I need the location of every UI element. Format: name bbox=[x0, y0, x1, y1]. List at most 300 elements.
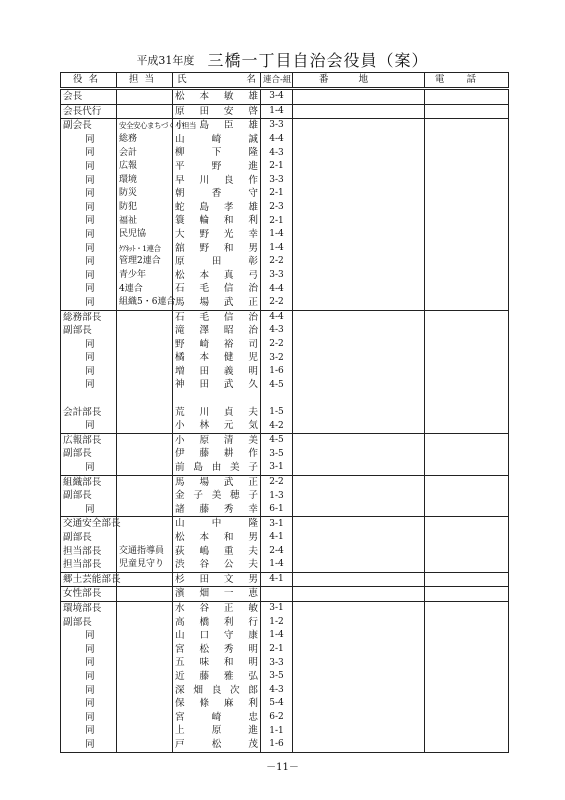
phone-cell bbox=[425, 174, 509, 188]
address-cell: 2-1 bbox=[261, 643, 293, 657]
phone-cell bbox=[425, 365, 509, 379]
banchi-cell bbox=[293, 119, 425, 133]
name-cell: 高橋利行 bbox=[173, 616, 261, 630]
duty-cell bbox=[117, 503, 173, 517]
address-cell: 2-2 bbox=[261, 475, 293, 489]
role-cell: 同 bbox=[61, 269, 117, 283]
phone-cell bbox=[425, 406, 509, 420]
table-row bbox=[61, 255, 509, 269]
table-row bbox=[61, 531, 509, 545]
table-row bbox=[61, 324, 509, 338]
phone-cell bbox=[425, 531, 509, 545]
phone-cell bbox=[425, 201, 509, 215]
duty-cell bbox=[117, 447, 173, 461]
banchi-cell bbox=[293, 670, 425, 684]
phone-cell bbox=[425, 503, 509, 517]
duty-cell bbox=[117, 587, 173, 602]
banchi-cell bbox=[293, 324, 425, 338]
role-cell: 同 bbox=[61, 419, 117, 433]
role-cell: 同 bbox=[61, 187, 117, 201]
address-cell: 2-2 bbox=[261, 255, 293, 269]
address-cell: 1-4 bbox=[261, 228, 293, 242]
banchi-cell bbox=[293, 684, 425, 698]
duty-cell bbox=[117, 616, 173, 630]
banchi-cell bbox=[293, 697, 425, 711]
role-cell: 同 bbox=[61, 160, 117, 174]
phone-cell bbox=[425, 656, 509, 670]
table-row bbox=[61, 119, 509, 133]
name-cell: 近藤雅弘 bbox=[173, 670, 261, 684]
address-cell: 1-2 bbox=[261, 616, 293, 630]
address-cell: 3-4 bbox=[261, 89, 293, 105]
table-row bbox=[61, 447, 509, 461]
role-cell: 会長 bbox=[61, 89, 117, 105]
banchi-cell bbox=[293, 545, 425, 559]
name-cell: 山中隆 bbox=[173, 517, 261, 531]
banchi-cell bbox=[293, 656, 425, 670]
phone-cell bbox=[425, 392, 509, 406]
table-row bbox=[61, 587, 509, 602]
address-cell: 3-1 bbox=[261, 517, 293, 531]
address-cell: 4-1 bbox=[261, 531, 293, 545]
table-row bbox=[61, 629, 509, 643]
phone-cell bbox=[425, 89, 509, 105]
banchi-cell bbox=[293, 406, 425, 420]
table-row bbox=[61, 670, 509, 684]
page-number: －11－ bbox=[266, 762, 299, 773]
name-cell: 神田武久 bbox=[173, 378, 261, 392]
duty-cell bbox=[117, 365, 173, 379]
role-cell: 同 bbox=[61, 338, 117, 352]
duty-cell: 会計 bbox=[117, 146, 173, 160]
table-row bbox=[61, 282, 509, 296]
phone-cell bbox=[425, 670, 509, 684]
name-cell: 松本敏雄 bbox=[173, 89, 261, 105]
name-cell: 諸藤秀幸 bbox=[173, 503, 261, 517]
role-cell: 組織部長 bbox=[61, 475, 117, 489]
name-cell: 馬場武正 bbox=[173, 296, 261, 310]
name-cell: 山崎誠 bbox=[173, 133, 261, 147]
table-row bbox=[61, 724, 509, 738]
name-cell: 杉田文男 bbox=[173, 572, 261, 587]
banchi-cell bbox=[293, 214, 425, 228]
banchi-cell bbox=[293, 447, 425, 461]
name-cell: 平野進 bbox=[173, 160, 261, 174]
role-cell: 同 bbox=[61, 255, 117, 269]
role-cell: 同 bbox=[61, 643, 117, 657]
table-row bbox=[61, 269, 509, 283]
phone-cell bbox=[425, 269, 509, 283]
phone-cell bbox=[425, 697, 509, 711]
header-address: 連合-組 bbox=[261, 73, 293, 89]
phone-cell bbox=[425, 378, 509, 392]
name-cell: 橘本健児 bbox=[173, 351, 261, 365]
duty-cell: 管理2連合 bbox=[117, 255, 173, 269]
address-cell: 4-2 bbox=[261, 419, 293, 433]
name-cell: 水谷正敏 bbox=[173, 601, 261, 615]
role-cell: 広報部長 bbox=[61, 433, 117, 447]
banchi-cell bbox=[293, 517, 425, 531]
name-cell: 松本真弓 bbox=[173, 269, 261, 283]
phone-cell bbox=[425, 616, 509, 630]
address-cell bbox=[261, 392, 293, 406]
table-row bbox=[61, 643, 509, 657]
duty-cell bbox=[117, 89, 173, 105]
name-cell: 宮崎忠 bbox=[173, 711, 261, 725]
name-cell: 柳下隆 bbox=[173, 146, 261, 160]
banchi-cell bbox=[293, 242, 425, 256]
phone-cell bbox=[425, 214, 509, 228]
banchi-cell bbox=[293, 587, 425, 602]
banchi-cell bbox=[293, 310, 425, 324]
role-cell: 同 bbox=[61, 738, 117, 752]
phone-cell bbox=[425, 587, 509, 602]
address-cell: 4-4 bbox=[261, 133, 293, 147]
table-row bbox=[61, 558, 509, 572]
phone-cell bbox=[425, 351, 509, 365]
table-row bbox=[61, 545, 509, 559]
name-cell: 五味和明 bbox=[173, 656, 261, 670]
phone-cell bbox=[425, 684, 509, 698]
banchi-cell bbox=[293, 711, 425, 725]
role-cell: 同 bbox=[61, 378, 117, 392]
duty-cell: 交通指導員 bbox=[117, 545, 173, 559]
table-row bbox=[61, 616, 509, 630]
address-cell: 4-3 bbox=[261, 684, 293, 698]
table-row bbox=[61, 656, 509, 670]
banchi-cell bbox=[293, 461, 425, 475]
banchi-cell bbox=[293, 146, 425, 160]
role-cell: 同 bbox=[61, 201, 117, 215]
address-cell bbox=[261, 587, 293, 602]
name-cell: 小島臣雄 bbox=[173, 119, 261, 133]
role-cell: 環境部長 bbox=[61, 601, 117, 615]
table-row bbox=[61, 684, 509, 698]
table-row bbox=[61, 601, 509, 615]
table-row bbox=[61, 711, 509, 725]
banchi-cell bbox=[293, 282, 425, 296]
address-cell: 1-4 bbox=[261, 558, 293, 572]
duty-cell: 広報 bbox=[117, 160, 173, 174]
address-cell: 3-3 bbox=[261, 656, 293, 670]
duty-cell: 児童見守り bbox=[117, 558, 173, 572]
address-cell: 4-5 bbox=[261, 433, 293, 447]
address-cell: 2-1 bbox=[261, 214, 293, 228]
name-cell: 山口守康 bbox=[173, 629, 261, 643]
name-cell: 保條麻利 bbox=[173, 697, 261, 711]
table-row bbox=[61, 365, 509, 379]
address-cell: 6-2 bbox=[261, 711, 293, 725]
role-cell: 同 bbox=[61, 146, 117, 160]
duty-cell bbox=[117, 517, 173, 531]
phone-cell bbox=[425, 419, 509, 433]
table-row bbox=[61, 174, 509, 188]
phone-cell bbox=[425, 572, 509, 587]
role-cell: 同 bbox=[61, 351, 117, 365]
duty-cell: 福祉 bbox=[117, 214, 173, 228]
phone-cell bbox=[425, 545, 509, 559]
banchi-cell bbox=[293, 351, 425, 365]
name-cell: 渋谷公夫 bbox=[173, 558, 261, 572]
role-cell: 同 bbox=[61, 296, 117, 310]
duty-cell bbox=[117, 433, 173, 447]
name-cell: 荻嶋重夫 bbox=[173, 545, 261, 559]
role-cell: 副部長 bbox=[61, 324, 117, 338]
role-cell: 同 bbox=[61, 697, 117, 711]
table-body bbox=[61, 89, 509, 753]
table-row bbox=[61, 160, 509, 174]
phone-cell bbox=[425, 310, 509, 324]
phone-cell bbox=[425, 447, 509, 461]
banchi-cell bbox=[293, 392, 425, 406]
name-cell: 戸松茂 bbox=[173, 738, 261, 752]
address-cell: 2-1 bbox=[261, 160, 293, 174]
duty-cell: 安全安心まちづくり担当 bbox=[117, 119, 173, 133]
table-row bbox=[61, 392, 509, 406]
name-cell: 舘野和男 bbox=[173, 242, 261, 256]
address-cell: 2-1 bbox=[261, 187, 293, 201]
address-cell: 3-5 bbox=[261, 670, 293, 684]
role-cell: 同 bbox=[61, 724, 117, 738]
duty-cell bbox=[117, 684, 173, 698]
duty-cell: 環境 bbox=[117, 174, 173, 188]
header-name-left: 氏 bbox=[177, 74, 187, 86]
banchi-cell bbox=[293, 269, 425, 283]
banchi-cell bbox=[293, 531, 425, 545]
banchi-cell bbox=[293, 433, 425, 447]
table-row bbox=[61, 738, 509, 752]
duty-cell bbox=[117, 724, 173, 738]
phone-cell bbox=[425, 255, 509, 269]
address-cell: 3-3 bbox=[261, 269, 293, 283]
phone-cell bbox=[425, 724, 509, 738]
table-row bbox=[61, 433, 509, 447]
duty-cell: 民児協 bbox=[117, 228, 173, 242]
table-row bbox=[61, 310, 509, 324]
address-cell: 4-4 bbox=[261, 310, 293, 324]
duty-cell: 4連合 bbox=[117, 282, 173, 296]
duty-cell bbox=[117, 461, 173, 475]
banchi-cell bbox=[293, 558, 425, 572]
duty-cell: 組織5・6連合 bbox=[117, 296, 173, 310]
address-cell: 1-3 bbox=[261, 489, 293, 503]
role-cell: 担当部長 bbox=[61, 545, 117, 559]
phone-cell bbox=[425, 489, 509, 503]
address-cell: 1-5 bbox=[261, 406, 293, 420]
banchi-cell bbox=[293, 601, 425, 615]
name-cell: 簑輪和利 bbox=[173, 214, 261, 228]
phone-cell bbox=[425, 104, 509, 119]
duty-cell bbox=[117, 531, 173, 545]
phone-cell bbox=[425, 133, 509, 147]
name-cell: 原田彰 bbox=[173, 255, 261, 269]
name-cell: 大野光幸 bbox=[173, 228, 261, 242]
role-cell: 同 bbox=[61, 503, 117, 517]
table-row bbox=[61, 419, 509, 433]
phone-cell bbox=[425, 187, 509, 201]
phone-cell bbox=[425, 228, 509, 242]
name-cell: 荒川貞夫 bbox=[173, 406, 261, 420]
banchi-cell bbox=[293, 89, 425, 105]
table-row bbox=[61, 461, 509, 475]
address-cell: 1-1 bbox=[261, 724, 293, 738]
name-cell: 原田安啓 bbox=[173, 104, 261, 119]
role-cell: 同 bbox=[61, 656, 117, 670]
table-row bbox=[61, 201, 509, 215]
duty-cell: 防災 bbox=[117, 187, 173, 201]
role-cell: 同 bbox=[61, 365, 117, 379]
header-duty: 担当 bbox=[117, 73, 173, 89]
role-cell: 同 bbox=[61, 684, 117, 698]
duty-cell bbox=[117, 392, 173, 406]
phone-cell bbox=[425, 517, 509, 531]
banchi-cell bbox=[293, 503, 425, 517]
name-cell: 馬場武正 bbox=[173, 475, 261, 489]
phone-cell bbox=[425, 282, 509, 296]
banchi-cell bbox=[293, 365, 425, 379]
banchi-cell bbox=[293, 643, 425, 657]
table-row bbox=[61, 503, 509, 517]
address-cell: 4-4 bbox=[261, 282, 293, 296]
duty-cell bbox=[117, 310, 173, 324]
table-header-row bbox=[61, 73, 509, 89]
banchi-cell bbox=[293, 174, 425, 188]
duty-cell bbox=[117, 738, 173, 752]
address-cell: 3-3 bbox=[261, 119, 293, 133]
banchi-cell bbox=[293, 738, 425, 752]
role-cell: 同 bbox=[61, 174, 117, 188]
header-role: 役名 bbox=[61, 73, 117, 89]
role-cell: 同 bbox=[61, 629, 117, 643]
name-cell: 石毛信治 bbox=[173, 282, 261, 296]
table-row bbox=[61, 517, 509, 531]
role-cell: 会長代行 bbox=[61, 104, 117, 119]
phone-cell bbox=[425, 629, 509, 643]
role-cell: 副部長 bbox=[61, 489, 117, 503]
name-cell: 松本和男 bbox=[173, 531, 261, 545]
name-cell: 朝香守 bbox=[173, 187, 261, 201]
banchi-cell bbox=[293, 489, 425, 503]
role-cell: 交通安全部長 bbox=[61, 517, 117, 531]
role-cell: 郷土芸能部長 bbox=[61, 572, 117, 587]
phone-cell bbox=[425, 160, 509, 174]
name-cell: 深畑良次郎 bbox=[173, 684, 261, 698]
table-row bbox=[61, 489, 509, 503]
document-title: 三橋一丁目自治会役員（案） bbox=[207, 51, 429, 70]
banchi-cell bbox=[293, 378, 425, 392]
address-cell: 4-3 bbox=[261, 146, 293, 160]
page-title bbox=[0, 48, 565, 71]
role-cell: 同 bbox=[61, 214, 117, 228]
duty-cell bbox=[117, 378, 173, 392]
name-cell: 小林元気 bbox=[173, 419, 261, 433]
duty-cell bbox=[117, 643, 173, 657]
duty-cell bbox=[117, 656, 173, 670]
banchi-cell bbox=[293, 160, 425, 174]
duty-cell bbox=[117, 104, 173, 119]
table-row bbox=[61, 133, 509, 147]
role-cell: 副部長 bbox=[61, 616, 117, 630]
duty-cell bbox=[117, 475, 173, 489]
name-cell: 増田義明 bbox=[173, 365, 261, 379]
fiscal-year: 平成31年度 bbox=[136, 54, 195, 67]
phone-cell bbox=[425, 296, 509, 310]
table-row bbox=[61, 697, 509, 711]
header-name bbox=[173, 73, 261, 89]
duty-cell bbox=[117, 670, 173, 684]
duty-cell bbox=[117, 601, 173, 615]
name-cell: 蛇島孝雄 bbox=[173, 201, 261, 215]
address-cell: 2-4 bbox=[261, 545, 293, 559]
banchi-cell bbox=[293, 475, 425, 489]
address-cell: 4-3 bbox=[261, 324, 293, 338]
role-cell: 同 bbox=[61, 670, 117, 684]
address-cell: 1-6 bbox=[261, 365, 293, 379]
table-row bbox=[61, 228, 509, 242]
phone-cell bbox=[425, 461, 509, 475]
phone-cell bbox=[425, 711, 509, 725]
name-cell: 小原清美 bbox=[173, 433, 261, 447]
address-cell: 3-2 bbox=[261, 351, 293, 365]
address-cell: 3-1 bbox=[261, 461, 293, 475]
table-row bbox=[61, 89, 509, 105]
role-cell: 副部長 bbox=[61, 447, 117, 461]
duty-cell bbox=[117, 338, 173, 352]
duty-cell bbox=[117, 629, 173, 643]
header-phone: 電話 bbox=[425, 73, 509, 89]
banchi-cell bbox=[293, 724, 425, 738]
duty-cell bbox=[117, 419, 173, 433]
name-cell bbox=[173, 392, 261, 406]
banchi-cell bbox=[293, 572, 425, 587]
banchi-cell bbox=[293, 616, 425, 630]
role-cell: 女性部長 bbox=[61, 587, 117, 602]
duty-cell: 青少年 bbox=[117, 269, 173, 283]
role-cell: 副会長 bbox=[61, 119, 117, 133]
role-cell: 同 bbox=[61, 461, 117, 475]
address-cell: 1-4 bbox=[261, 104, 293, 119]
phone-cell bbox=[425, 475, 509, 489]
name-cell: 上原進 bbox=[173, 724, 261, 738]
banchi-cell bbox=[293, 296, 425, 310]
table-row bbox=[61, 104, 509, 119]
role-cell: 同 bbox=[61, 711, 117, 725]
address-cell: 6-1 bbox=[261, 503, 293, 517]
duty-cell: 防犯 bbox=[117, 201, 173, 215]
address-cell: 4-5 bbox=[261, 378, 293, 392]
address-cell: 3-3 bbox=[261, 174, 293, 188]
table-row bbox=[61, 242, 509, 256]
table-row bbox=[61, 475, 509, 489]
name-cell: 金子美穂子 bbox=[173, 489, 261, 503]
phone-cell bbox=[425, 119, 509, 133]
phone-cell bbox=[425, 433, 509, 447]
phone-cell bbox=[425, 338, 509, 352]
duty-cell: 総務 bbox=[117, 133, 173, 147]
name-cell: 宮松秀明 bbox=[173, 643, 261, 657]
banchi-cell bbox=[293, 104, 425, 119]
banchi-cell bbox=[293, 201, 425, 215]
role-cell bbox=[61, 392, 117, 406]
duty-cell bbox=[117, 489, 173, 503]
duty-cell bbox=[117, 572, 173, 587]
address-cell: 3-1 bbox=[261, 601, 293, 615]
phone-cell bbox=[425, 601, 509, 615]
name-cell: 伊藤耕作 bbox=[173, 447, 261, 461]
address-cell: 1-4 bbox=[261, 629, 293, 643]
name-cell: 滝澤昭治 bbox=[173, 324, 261, 338]
table-row bbox=[61, 351, 509, 365]
